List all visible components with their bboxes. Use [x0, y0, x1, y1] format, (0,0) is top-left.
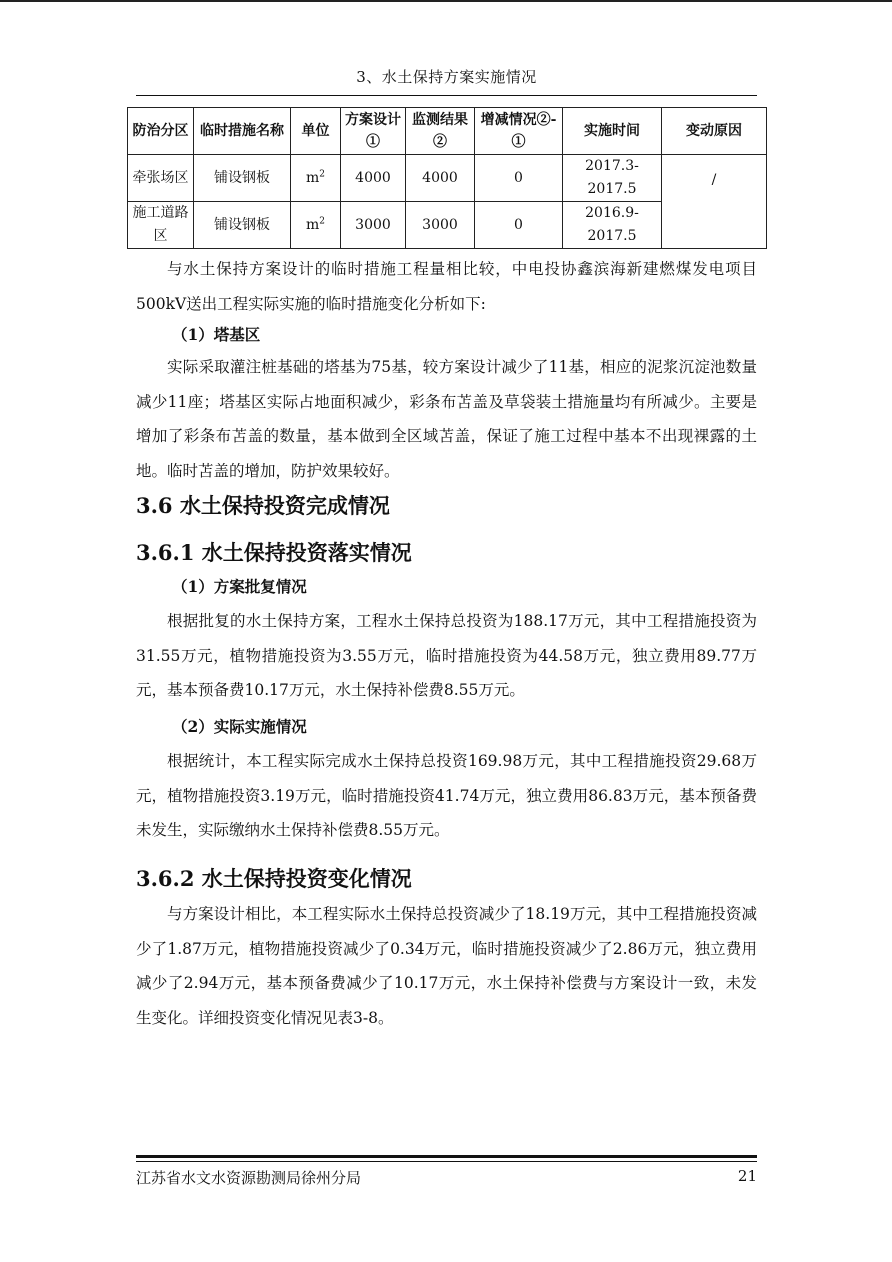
- actual-paragraph: 根据统计，本工程实际完成水土保持总投资169.98万元，其中工程措施投资29.68万元，植物措施投资3.19万元，临时措施投资41.74万元，独立费用86.83万元，基本预备费未发生，实际缴纳水土保持补偿费8.55万元。: [136, 752, 757, 839]
- table-header-cell: 方案设计①: [341, 108, 406, 155]
- monitor-cell: 3000: [406, 202, 475, 249]
- unit-text: m: [305, 169, 320, 186]
- table-header-row: [128, 108, 767, 155]
- table-header-cell: 监测结果②: [406, 108, 475, 155]
- reason-cell: /: [662, 155, 767, 249]
- subheading-actual: （2）实际实施情况: [172, 717, 307, 736]
- unit-exponent: 2: [319, 215, 325, 226]
- header-rule: [136, 95, 757, 96]
- subheading-approval: （1）方案批复情况: [172, 577, 307, 596]
- time-cell: 2017.3-2017.5: [563, 155, 662, 202]
- footer-rule-thin: [136, 1161, 757, 1162]
- table-header-cell: 临时措施名称: [194, 108, 291, 155]
- change-cell: 0: [475, 155, 563, 202]
- table-header-cell: 增减情况②-①: [475, 108, 563, 155]
- unit-text: m: [305, 216, 320, 233]
- section-heading-3-6-2: 3.6.2 水土保持投资变化情况: [136, 866, 412, 891]
- zone-cell: 牵张场区: [128, 155, 194, 202]
- footer-organization: 江苏省水文水资源勘测局徐州分局: [136, 1169, 362, 1187]
- unit-exponent: 2: [319, 168, 325, 179]
- footer-rule: [136, 1155, 757, 1158]
- zone-cell: 施工道路区: [128, 202, 194, 249]
- table-header-cell: 单位: [291, 108, 341, 155]
- unit-cell: [291, 202, 341, 249]
- temporary-measures-table: [127, 107, 767, 249]
- change-cell: 0: [475, 202, 563, 249]
- top-border-line: [0, 0, 892, 2]
- subheading-tower-area: （1）塔基区: [172, 325, 261, 344]
- design-cell: 3000: [341, 202, 406, 249]
- measure-cell: 铺设钢板: [194, 202, 291, 249]
- table-header-cell: 变动原因: [662, 108, 767, 155]
- running-header: 3、水土保持方案实施情况: [356, 68, 537, 86]
- table-row: [128, 155, 767, 202]
- intro-paragraph: 与水土保持方案设计的临时措施工程量相比较，中电投协鑫滨海新建燃煤发电项目500kV送出工程实际实施的临时措施变化分析如下:: [136, 260, 757, 313]
- tower-area-paragraph: 实际采取灌注桩基础的塔基为75基，较方案设计减少了11基，相应的泥浆沉淀池数量减少11座；塔基区实际占地面积减少，彩条布苫盖及草袋装土措施量均有所减少。主要是增加了彩条布苫盖的数量，基本做到全区域苫盖，保证了施工过程中基本不出现裸露的土地。临时苫盖的增加，防护效果较好。: [136, 358, 757, 480]
- approval-paragraph: 根据批复的水土保持方案，工程水土保持总投资为188.17万元，其中工程措施投资为31.55万元，植物措施投资为3.55万元，临时措施投资为44.58万元，独立费用89.77万元，基本预备费10.17万元，水土保持补偿费8.55万元。: [136, 612, 757, 699]
- unit-cell: [291, 155, 341, 202]
- measure-cell: 铺设钢板: [194, 155, 291, 202]
- section-heading-3-6: 3.6 水土保持投资完成情况: [136, 493, 390, 518]
- section-heading-3-6-1: 3.6.1 水土保持投资落实情况: [136, 540, 412, 565]
- table-header-cell: 防治分区: [128, 108, 194, 155]
- table-header-cell: 实施时间: [563, 108, 662, 155]
- monitor-cell: 4000: [406, 155, 475, 202]
- page-number: 21: [737, 1167, 757, 1185]
- time-cell: 2016.9-2017.5: [563, 202, 662, 249]
- investment-change-paragraph: 与方案设计相比，本工程实际水土保持总投资减少了18.19万元，其中工程措施投资减少了1.87万元，植物措施投资减少了0.34万元，临时措施投资减少了2.86万元，独立费用减少了2.94万元，基本预备费减少了10.17万元，水土保持补偿费与方案设计一致，未发生变化。详细投资变化情况见表3-8。: [136, 905, 757, 1027]
- design-cell: 4000: [341, 155, 406, 202]
